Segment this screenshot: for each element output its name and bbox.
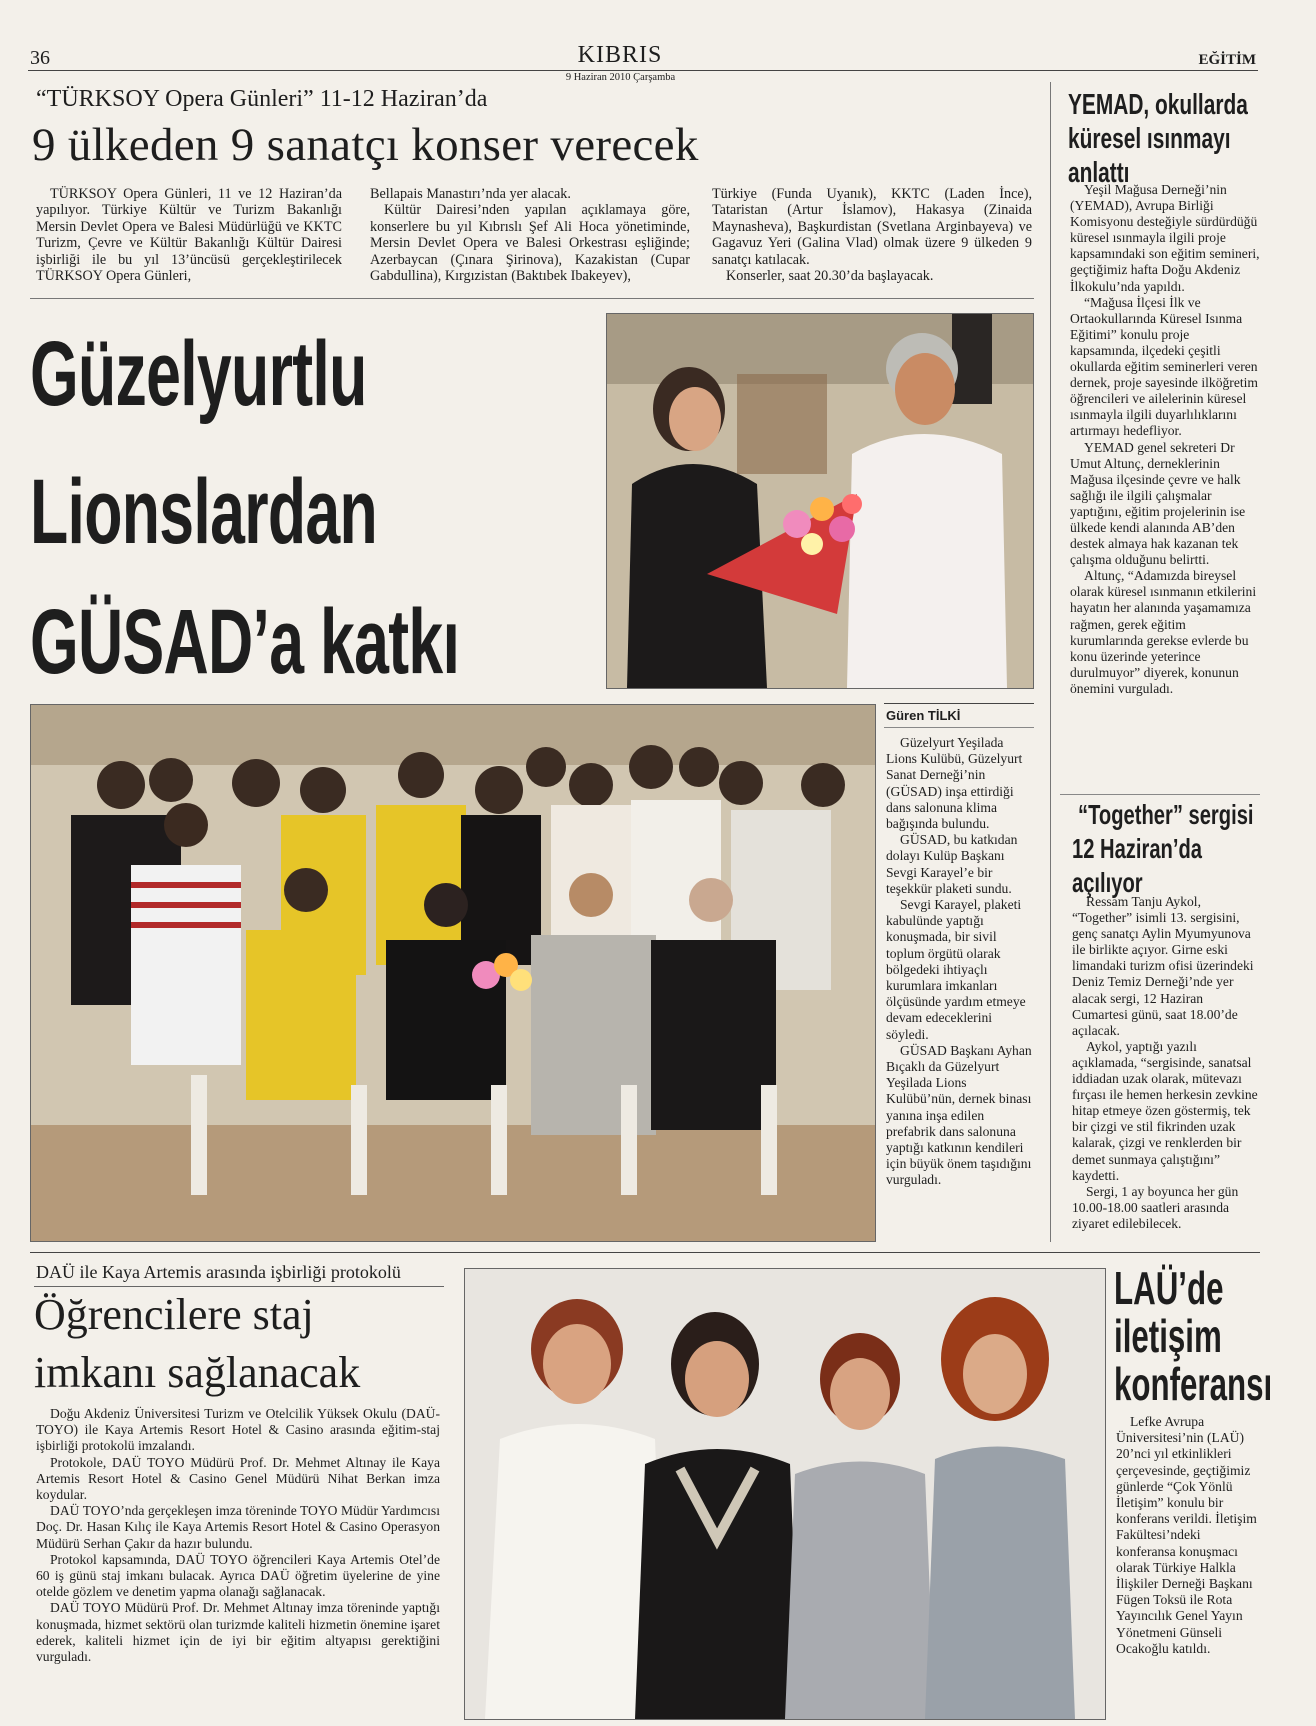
yemad-paragraph-3: YEMAD genel sekreteri Dr Umut Altunç, derneklerinin Mağusa ilçesinde çevre ve halk sağlığı ile ilgili çalışmalar yaptığını, eğitim projelerinin ise ülkede kendi alanında AB’den destek almaya hak kazanan tek çalışma olduğunu belirtti. xyxy=(1070,439,1246,568)
opera-col-2 xyxy=(370,186,690,284)
opera-col3-paragraph-1: Türkiye (Funda Uyanık), KKTC (Laden İnce), Tataristan (Artur İslamov), Hakasya (Zinaida Maynasheva), Başkurdistan (Svetlana Arginbayeva) ve Gagavuz Yeri (Galina Vlad) olmak üzere 9 ülkeden 9 sanatçı katılacak. xyxy=(712,186,1032,268)
lions-headline-line-2: Lionslardan xyxy=(30,461,378,563)
lions-headline-line-1: Güzelyurtlu xyxy=(30,323,367,425)
yemad-body xyxy=(1070,182,1260,697)
lions-body xyxy=(886,735,1034,1189)
dau-headline-line-1: Öğrencilere staj xyxy=(34,1290,314,1339)
page-number: 36 xyxy=(30,47,50,69)
lions-byline-rule-bottom xyxy=(884,727,1034,728)
lions-paragraph-1: Güzelyurt Yeşilada Lions Kulübü, Güzelyurt Sanat Derneği’nin (GÜSAD) inşa ettirdiği dans salonuna klima bağışında bulundu. xyxy=(886,735,1023,832)
masthead: KIBRIS xyxy=(577,42,663,68)
header-rule xyxy=(28,70,1258,71)
lions-byline: Güren TİLKİ xyxy=(886,708,961,723)
yemad-paragraph-1: Yeşil Mağusa Derneği’nin (YEMAD), Avrupa Birliği Komisyonu desteğiyle sürdürdüğü küresel ısınmayla ilgili proje kapsamındaki son eğitim semineri, geçtiğimiz hafta Doğu Akdeniz İlkokulu’nda yapıldı. xyxy=(1070,182,1260,294)
dau-paragraph-4: Protokol kapsamında, DAÜ TOYO öğrencileri Kaya Artemis Otel’de 60 iş günü staj imkanı bulacak. Ayrıca DAÜ öğretim üyelerine de yine otelde gözlem ve denetim yapma olanağı sağlanacak. xyxy=(36,1551,440,1600)
flowers-photo-illustration xyxy=(607,314,1033,688)
opera-col3-paragraph-2: Konserler, saat 20.30’da başlayacak. xyxy=(726,268,934,285)
yemad-headline-line-2: küresel ısınmayı xyxy=(1068,123,1231,155)
lions-group-photo xyxy=(30,704,876,1242)
yemad-headline-line-1: YEMAD, okullarda xyxy=(1068,89,1248,121)
lau-paragraph-1: Lefke Avrupa Üniversitesi’nin (LAÜ) 20’nci yıl etkinlikleri çerçevesinde, geçtiğimiz günlerde “Çok Yönlü İletişim” konulu bir konferans verildi. İletişim Fakültesi’ndeki konferansa konuşmacı olarak Türkiye Halkla İlişkiler Derneği Başkanı Fügen Toksü ile Rota Yayıncılık Genel Yayın Yönetmeni Günseli Ocakoğlu katıldı. xyxy=(1116,1414,1257,1656)
lions-paragraph-4: GÜSAD Başkanı Ayhan Bıçaklı da Güzelyurt Yeşilada Lions Kulübü’nün, dernek binası yanına inşa edilen prefabrik dans salonuna yaptığı katkının kendileri için büyük önem taşıdığını vurguladı. xyxy=(886,1042,1032,1188)
lau-headline-line-2: iletişim xyxy=(1114,1310,1222,1362)
lau-headline-line-1: LAÜ’de xyxy=(1114,1262,1224,1314)
group-photo-illustration xyxy=(31,705,875,1241)
yemad-paragraph-2: “Mağusa İlçesi İlk ve Ortaokullarında Küresel Isınma Eğitimi” konulu proje kapsamında, ilçedeki çeşitli okullarda eğitim seminerleri veren dernek, proje sayesinde ilköğretim öğrencileri ve ailelerinin küresel ısınmayla ilgili duyarlılıklarını artırmayı hedefliyor. xyxy=(1070,294,1258,439)
dau-paragraph-5: DAÜ TOYO Müdürü Prof. Dr. Mehmet Altınay imza töreninde yaptığı konuşmada, hizmet sektörü olan turizmde kaliteli hizmetin önemine işaret ederek, kaliteli hizmet için de iyi bir eğitim altyapısı gerektiğini vurguladı. xyxy=(36,1600,440,1665)
together-headline-line-1: “Together” sergisi xyxy=(1078,799,1254,830)
lau-photo xyxy=(464,1268,1106,1720)
dau-paragraph-1: Doğu Akdeniz Üniversitesi Turizm ve Otelcilik Yüksek Okulu (DAÜ- TOYO) ile Kaya Artemis Resort Hotel & Casino arasında eğitim-staj işbirliği protokolü imzalandı. xyxy=(36,1406,440,1454)
opera-bottom-rule xyxy=(30,298,1034,299)
together-paragraph-2: Aykol, yaptığı yazılı açıklamada, “sergisinde, sanatsal iddiadan uzak olarak, mütevazı fırçası ile hemen herkesin zevkine hitap etmeye özen göstermiş, tek bir çizgi ve stil fikrinden uzak kalarak, çizgi ve renklerden bir demet sunmaya çalıştığını” kaydetti. xyxy=(1072,1038,1258,1183)
lau-body xyxy=(1116,1414,1262,1657)
lions-photo-flowers xyxy=(606,313,1034,689)
opera-col1-paragraph: TÜRKSOY Opera Günleri, 11 ve 12 Haziran’da yapılıyor. Türkiye Kültür ve Turizm Bakanlığı Mersin Devlet Opera ve Balesi Müdürlüğü ve KKTC Turizm, Çevre ve Kültür Bakanlığı Kültür Dairesi işbirliği ile bu yıl 13’üncüsü gerçekleştirilecek TÜRKSOY Opera Günleri, xyxy=(36,186,342,285)
lau-photo-illustration xyxy=(465,1269,1105,1719)
opera-headline: 9 ülkeden 9 sanatçı konser verecek xyxy=(32,119,699,171)
opera-col-3 xyxy=(712,186,1032,284)
dau-paragraph-2: Protokole, DAÜ TOYO Müdürü Prof. Dr. Mehmet Altınay ile Kaya Artemis Resort Hotel & Casino Genel Müdürü Nihat Berkan imza koydular. xyxy=(36,1454,440,1503)
lions-byline-rule-top xyxy=(884,703,1034,704)
together-body xyxy=(1072,894,1260,1232)
together-paragraph-1: Ressam Tanju Aykol, “Together” isimli 13. sergisini, genç sanatçı Aylin Myumyunova ile birlikte açıyor. Girne eski limandaki turizm ofisi üzerindeki Deniz Temiz Derneği’nde yer alacak sergi, 12 Haziran Cumartesi günü, saat 18.00’de açılacak. xyxy=(1072,894,1254,1038)
yemad-paragraph-4: Altunç, “Adamızda bireysel olarak küresel ısınmanın etkilerini hayatın her alanında yaşamamıza rağmen, gerek eğitim kurumlarında gerekse evlerde bu konu üzerinde yeterince durulmuyor” diyerek, konunun önemini vurguladı. xyxy=(1070,568,1257,696)
yemad-headline-line-3: anlattı xyxy=(1068,157,1130,189)
dau-kicker-rule xyxy=(34,1286,444,1287)
dau-kicker: DAÜ ile Kaya Artemis arasında işbirliği protokolü xyxy=(36,1262,401,1282)
opera-col2-paragraph-2: Kültür Dairesi’nden yapılan açıklamaya göre, konserlere bu yıl Kıbrıslı Şef Ali Hoca yönetiminde, Mersin Devlet Opera ve Balesi Orkestrası eşliğinde; Azerbaycan (Çınara Şirinova), Kazakistan (Cupar Gabdullina), Kırgızistan (Baktıbek Ibakeyev), xyxy=(370,202,690,285)
right-column-divider xyxy=(1050,82,1051,1242)
opera-col-1 xyxy=(36,186,342,284)
together-top-rule xyxy=(1060,794,1260,795)
lions-headline-line-3: GÜSAD’a katkı xyxy=(30,591,460,693)
lions-paragraph-2: GÜSAD, bu katkıdan dolayı Kulüp Başkanı Sevgi Karayel’e bir teşekkür plaketi sundu. xyxy=(886,832,1018,896)
dau-headline-line-2: imkanı sağlanacak xyxy=(34,1348,361,1397)
dau-paragraph-3: DAÜ TOYO’nda gerçekleşen imza töreninde TOYO Müdür Yardımcısı Doç. Dr. Hasan Kılıç ile Kaya Artemis Resort Hotel & Casino Operasyon Müdürü Serhan Çakır da hazır bulundu. xyxy=(36,1503,440,1551)
section-label: EĞİTİM xyxy=(1198,52,1256,68)
dau-body xyxy=(36,1406,440,1665)
lions-paragraph-3: Sevgi Karayel, plaketi kabulünde yaptığı konuşmada, bir sivil toplum örgütü olarak bölgedeki ihtiyaçlı kurumlara imkanları ölçüsünde yardım etmeye devam edeceklerini söyledi. xyxy=(886,897,1026,1042)
opera-kicker: “TÜRKSOY Opera Günleri” 11-12 Haziran’da xyxy=(36,86,488,112)
lau-headline-line-3: konferansı xyxy=(1114,1358,1273,1410)
bottom-section-rule xyxy=(30,1252,1260,1253)
opera-col2-paragraph-1: Bellapais Manastırı’nda yer alacak. xyxy=(370,186,571,202)
issue-date: 9 Haziran 2010 Çarşamba xyxy=(565,72,676,83)
together-paragraph-3: Sergi, 1 ay boyunca her gün 10.00-18.00 saatleri arasında ziyaret edilebilecek. xyxy=(1072,1183,1239,1231)
together-headline-line-3: açılıyor xyxy=(1072,867,1143,898)
together-headline-line-2: 12 Haziran’da xyxy=(1072,833,1202,864)
